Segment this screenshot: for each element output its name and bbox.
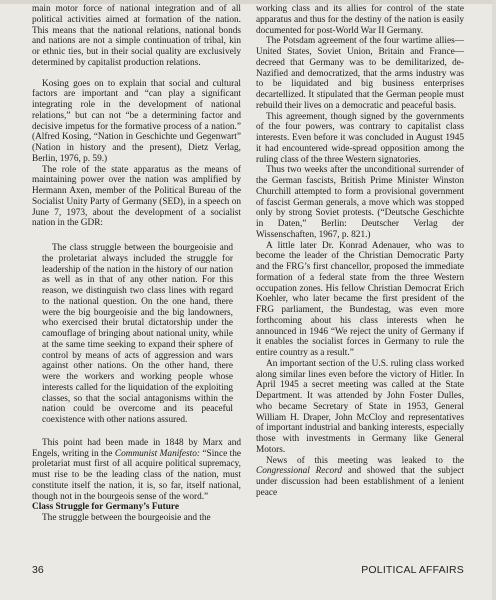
body-paragraph: The role of the state apparatus as the means of maintaining power over the nation was amplified by Hermann Axen, member of the Political Bureau of the Socialist Unity Party of Germany (SED), in a speech on June 7, 1973, about the development of a socialist nation in the GDR: — [32, 164, 241, 229]
body-paragraph: Kosing goes on to explain that social and cultural factors are important and “can play a significant integrating role in the development of national relations,” but can not “be a determining factor and decisive impetus for the formative process of a nation.” (Alfred Kosing, “Nation in Geschichte und Gegenwart” (Nation in history and the present), Dietz Verlag, Berlin, 1976, p. 59.) — [32, 78, 241, 164]
body-paragraph: working class and its allies for control of the state apparatus and thus for the destiny of the nation is easily documented for post-World War II Germany. — [256, 4, 464, 36]
body-paragraph: The struggle between the bourgeoisie and the — [42, 513, 211, 523]
left-column — [32, 4, 241, 524]
page-footer — [32, 565, 464, 577]
body-paragraph: The Potsdam agreement of the four wartime allies—United States, Soviet Union, Britain and France—decreed that Germany was to be demilitarized, de-Nazified and democratized, that the arms industry was to be liquidated and big business enterprises decartellized. It stipulated that the German people must rebuild their lives on a democratic and peaceful basis. — [256, 36, 464, 111]
paragraph-text: “Since the proletariat must first of all acquire political supremacy, must rise to be the leading class of the nation, must constitute itself the nation, it is, so far, itself national, though not in the bourgeois sense of the word.” — [32, 448, 242, 502]
body-paragraph — [32, 438, 241, 503]
body-paragraph: An important section of the U.S. ruling class worked along similar lines even before the victory of Hitler. In April 1945 a secret meeting was called at the State Department. It was attended by John Foster Dulles, who became Secretary of State in 1953, General William H. Draper, John McCloy and representatives of important industrial and banking interests, especially those with investments in Germany like General Motors. — [256, 358, 464, 455]
paragraph-text: News of this meeting was leaked to the — [266, 455, 464, 466]
journal-title: POLITICAL AFFAIRS — [361, 564, 464, 576]
body-paragraph — [256, 456, 464, 499]
right-column — [256, 4, 464, 499]
section-subheading: Class Struggle for Germany’s Future — [32, 502, 180, 513]
page-number: 36 — [32, 564, 44, 576]
page-right-edge — [492, 0, 496, 600]
body-paragraph: Thus two weeks after the unconditional surrender of the German fascists, British Prime Minister Winston Churchill attempted to form a provisional government of fascist German generals, a move which was stopped only by strong Soviet protests. (“Deutsche Geschichte in Daten,” Berlin: Deutscher Verlag der Wissenschaften, 1967, p. 821.) — [256, 165, 464, 240]
body-paragraph: A little later Dr. Konrad Adenauer, who was to become the leader of the Christian Democratic Party and the FRG’s first chancellor, proposed the immediate formation of a federal state from the three Western occupation zones. His fellow Christian Democrat Erich Koehler, who later became the first president of the FRG parliament, the Bundestag, was even more forthcoming about his class interests when he announced in 1946 “We reject the unity of Germany if it enables the socialist forces in Germany to rule the entire country as a result.” — [256, 240, 464, 358]
publication-title: Congressional Record — [256, 466, 343, 477]
body-paragraph: main motor force of national integration and of all political activities aimed at formation of the nation. This means that the national relations, national bonds and nations are not a simple continuation of tribal, kin or ethnic ties, but in their social quality are exclusively determined by capitalist production relations. — [32, 4, 241, 68]
block-quote: The class struggle between the bourgeoisie and the proletariat always included the struggle for leadership of the nation in the history of our nation as well as in that of any other nation. For this reason, we distinguish two class lines with regard to the national question. On the one hand, there were the big bourgeoisie and the big landowners, who exercised their brutal dictatorship under the camouflage of bringing about national unity, while at the same time seeking to expand their sphere of control by means of acts of aggression and wars against other nations. On the other hand, there were the workers and working people whose interests called for the liquidation of the exploiting classes, so that the social antagonisms within the nation could be overcome and its peaceful coexistence with other nations assured. — [42, 243, 233, 425]
body-paragraph: This agreement, though signed by the governments of the four powers, was contrary to capitalist class interests. Even before it was concluded in August 1945 it had encountered wide-spread opposition among the ruling class of the three Western signatories. — [256, 111, 464, 165]
book-title: Communist Manifesto: — [114, 448, 200, 459]
paragraph-text: This point had been made in 1848 by Marx and Engels, writing in the — [32, 437, 241, 459]
paragraph-text: and showed that the subject under discussion had been establishment of a lenient peace — [256, 466, 464, 498]
